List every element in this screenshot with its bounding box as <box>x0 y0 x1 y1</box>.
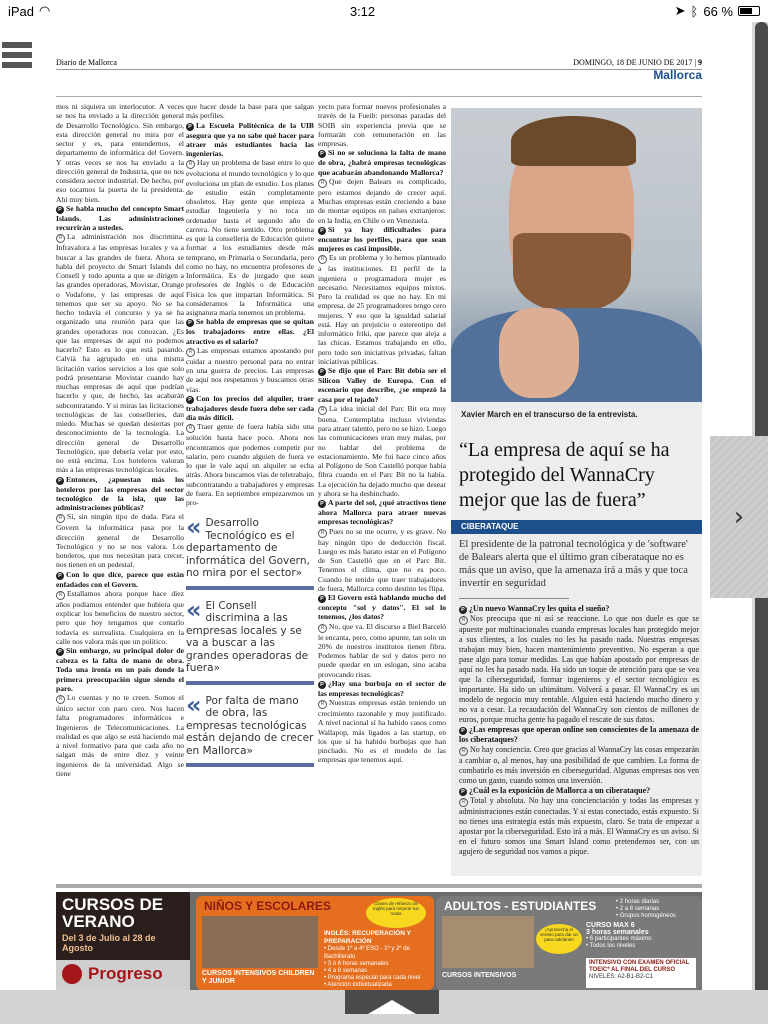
article-column-3 <box>318 102 446 880</box>
location-icon: ➤ <box>674 3 686 18</box>
battery-percent: 66 % <box>703 3 733 19</box>
interview-question: P La Escuela Politécnica de la UIB asegura que ya no sabe qué hacer para atraer más estudiantes hacia las ingenierías. <box>186 121 314 159</box>
interview-question: P Sin embargo, su principal dolor de cabeza es la falta de mano de obra. Toda una ironía en un país donde la primera preocupación sigue siendo el paro. <box>56 646 184 693</box>
interview-question: P Se dijo que el Parc Bit debía ser el Silicon Valley de Europa. Con el escenario que describe, ¿se empezó la casa por el tejado? <box>318 366 446 404</box>
chevron-up-icon <box>368 1000 416 1014</box>
interview-question: P ¿Un nuevo WannaCry les quita el sueño? <box>459 604 699 614</box>
interview-answer: R Lo cuentas y no te creen. Somos el único sector con paro cero. Nos hacen falta programadores informáticos e Ingenieros de Telecomunicaciones. La realidad es que algo se está haciendo mal a nivel formativo para que cada año no salgan más de entre diez y veinte ingenieros de la universidad. Algo se tiene <box>56 693 184 778</box>
divider <box>459 598 569 599</box>
interview-answer: R Pues no se me ocurre, y es grave. No hay ningún tipo de deducción fiscal. Luego es más barato estar en el Polígono de Son Castelló que en el Parc Bit. Tenemos el clima, que no es poco. Cuando he tenido que traer trabajadores de fuera, Mallorca como destino les flipa. <box>318 527 446 594</box>
kicker-label: CIBERATAQUE <box>451 520 702 534</box>
chevron-right-icon: › <box>733 502 745 532</box>
wifi-icon: ◠ <box>39 3 51 18</box>
menu-button[interactable] <box>2 42 32 72</box>
divider <box>56 96 702 97</box>
ad-bullet: • Programa especial para cada nivel <box>324 975 421 982</box>
article-column-2 <box>186 102 314 880</box>
pull-quote: « Desarrollo Tecnológico es el departamento de informática del Govern, no mira por el sector» <box>186 517 314 590</box>
interview-question: P Se habla mucho del concepto Smart Islands. Las administraciones recurrirán a ustedes. <box>56 204 184 233</box>
ad-title: CURSOS DE VERANO <box>62 895 164 931</box>
interview-answer: que hacer desde la base para que salgan más perfiles. <box>186 102 314 121</box>
interview-question: P Si no se soluciona la falta de mano de obra, ¿habrá empresas tecnológicas que acabarán abandonando Mallorca? <box>318 148 446 177</box>
clock: 3:12 <box>349 3 376 19</box>
show-toolbar-button[interactable] <box>345 990 439 1014</box>
interview-answer: R No hay conciencia. Creo que gracias al WannaCry las cosas empezarán a cambiar o, al menos, hay una posibilidad de que cambien. La forma de combatirlo es más inversión en ciberseguridad. Algunas empresas nos ven como un gasto, cuando somos una inversión. <box>459 745 699 786</box>
pull-quote: « Por falta de mano de obra, las empresas tecnológicas están dejando de crecer en Mallorca» <box>186 695 314 768</box>
bluetooth-icon: ᛒ <box>690 3 699 19</box>
sidebar-body <box>459 604 699 857</box>
interview-answer: mos ni siquiera un interlocutor. A veces se nos ha enviado a la dirección general de Desarrollo Tecnológico. Sin embargo, esta dirección general no mira por el sector y es, para entendernos, el departamento de informática del Govern. Y otras veces se nos ha enviado a la dirección general de Industria, que no nos considera sector industrial. De hecho, por eso tocamos la puerta de la presidenta. Ahí muy bien. <box>56 102 184 204</box>
interview-question: P Con lo que dice, parece que están enfadados con el Govern. <box>56 570 184 589</box>
ad-bullet: • Grupos homogéneos <box>616 913 676 919</box>
device-label: iPad <box>8 3 35 19</box>
status-bar <box>0 0 768 22</box>
ad-bullet: • 2 a 8 semanas <box>616 906 660 912</box>
ad-adults-panel: ADULTOS - ESTUDIANTES • 2 horas diarias • 2 a 8 semanas • Grupos homogéneos CURSO MAX 6 3 horas semanales • 6 participantes máximo • Todos los niveles ¡Aprovecha el verano para dar un paso adelante! INTENSIVO CON EXAMEN OFICIAL TOEIC* AL FINAL DEL CURSO NIVELES: A2-B1-B2-C1 CURSOS INTENSIVOS <box>436 896 702 990</box>
battery-icon <box>738 6 760 16</box>
interview-question: P Se habla de empresas que se quitan los trabajadores entre ellas. ¿El atractivo es el salario? <box>186 317 314 346</box>
advertisement[interactable] <box>56 892 702 990</box>
interview-answer: R Traer gente de fuera había sido una solución hasta hace poco. Ahora nos encontramos que podemos competir por salario, pero cuando alguien de fuera ve lo que le vale aquí un alquiler se echa atrás. Ahora buscamos vías de teletrabajo, subcontratando a trabajadores y empresas de fuera. En septiembre empezaremos un pro- <box>186 422 314 507</box>
quote-mark-icon: « <box>186 513 202 542</box>
interview-answer: R Total y absoluta. No hay una concienciación y todas las empresas y administraciones están conectadas. Y si estas conectado, estás expuesto. Si no tienes una estrategia estás más expuesto, claro. Se trata de empezar a apostar por la ciberseguridad. Esto irá a más. El WannaCry es un aviso. Si en el futuro somos una Smart Island como pretendemos ser, con un agujero de seguridad nos vamos a pique. <box>459 796 699 857</box>
issue-date: DOMINGO, 18 DE JUNIO DE 2017 <box>573 58 693 67</box>
interview-sidebar <box>451 402 702 876</box>
interview-answer: R La administración nos discrimina. Infravalora a las empresas locales y va a buscar a las grandes de fuera. Ahora se habla del proyecto de Smart Islands del Consell y todo apunta a que se dirigen a las grandes operadoras, Movistar, Orange o Vodafone, y las empresas de aquí tenemos que ser su apoyo. No se ha hecho todavía el concurso y ya se ha organizado una reunión para que las grandes operadoras nos conozcan. ¿Es que las empresas de aquí no podemos hacerlo? Esto es lo que está pasando. Calvià ha agrupado en una misma licitación varios servicios a los que solo podrá presentarse Movistar cuando hay muchas empresas de aquí que podrían hacerlo y que, de hecho, las acabarán subcontratando. Y si miras las licitaciones tecnológicas de las conselleries, dan miedo. Muchas se quedan desiertas por desconocimiento de la tecnología. La dirección general de Desarrollo Tecnológico, que debería velar por esto, no está encima. Los hoteleros valoran más a las empresas tecnológicas locales. <box>56 232 184 474</box>
divider <box>56 884 702 888</box>
ad-bullet: • 6 participantes máximo <box>586 936 652 942</box>
pull-quote: « El Consell discrimina a las empresas locales y se va a buscar a las grandes operadoras de fuera» <box>186 600 314 685</box>
ad-kids-panel: NIÑOS Y ESCOLARES Clases de refuerzo de inglés para mejorar tus notas INGLÉS: RECUPERACIÓN Y PREPARACIÓN • Desde 1º a 4º ESO - 1º y 2º de Bachillerato • 3 ó 6 horas semanales • 4 a 8 semanas • Programa especial para cada nivel • Atención individualizada CURSOS INTENSIVOS CHILDREN Y JUNIOR <box>196 896 434 990</box>
interview-question: P Entonces, ¿apuestan más los hoteleros por las empresas del sector tecnológico de la isla, que las administraciones públicas? <box>56 475 184 513</box>
ad-levels: NIVELES: A2-B1-B2-C1 <box>589 974 654 980</box>
article-column-1 <box>56 102 184 880</box>
students-photo <box>442 916 534 968</box>
ad-bullet: • 2 horas diarias <box>616 899 660 905</box>
ad-bullet: • Atención individualizada <box>324 982 392 989</box>
interview-question: P Con los precios del alquiler, traer trabajadores desde fuera debe ser cada día más difícil. <box>186 394 314 423</box>
interview-question: P ¿Las empresas que operan online son conscientes de la amenaza de los ciberataques? <box>459 725 699 745</box>
ad-bullet: • Desde 1º a 4º ESO - 1º y 2º de Bachillerato <box>324 946 410 960</box>
ad-bullet: • Todos los niveles <box>586 943 636 949</box>
globe-icon <box>62 964 82 984</box>
kids-photo <box>202 916 318 968</box>
ad-dates: Del 3 de Julio al 28 de Agosto <box>62 933 156 953</box>
interview-answer: R Las empresas estamos apostando por cuidar a nuestro personal para no entrar en una guerra de precios. Las empresas de aquí nos respetamos y buscamos otras vías. <box>186 346 314 394</box>
interview-answer: R Estallamos ahora porque hace diez años podíamos entender que hubiera que explicar los beneficios de nuestro sector, pero que hoy tengamos que contarlo todavía es surrealista. Cualquiera en la calle nos valora más que un político. <box>56 589 184 646</box>
interview-answer: R Sí, sin ningún tipo de duda. Para el Govern la informática pasa por la dirección general de Desarrollo Tecnológico y no se nos valora. Los hoteleros, que nos necesitan para crecer, nos tienen en un pedestal. <box>56 512 184 569</box>
interview-question: P Si ya hay dificultades para encontrar los perfiles, para que sean mujeres es casi imposible. <box>318 225 446 254</box>
interview-question: P El Govern está hablando mucho del concepto "sol y datos". El sol lo tenemos, ¿los datos? <box>318 593 446 622</box>
interview-answer: R Hay un problema de base entre lo que evoluciona el mundo tecnológico y lo que evoluciona un plan de estudio. Los planes de estudio están completamente obsoletos. Hay gente que empieza a estudiar Ingeniería y no toca un ordenador hasta el segundo año de carrera. No tiene sentido. Otro problema es que la conselleria de Educación quiere formar a los estudiantes desde más temprano, en Primaria o Secundaria, pero como no hay, no encuentra profesores de Informática. Es de juzgado que sean profesores de Inglés o de Educación Física los que impartan Informática. Si consideramos la Informática una asignatura maría tenemos un problema. <box>186 158 314 317</box>
interview-answer: R Nuestras empresas están teniendo un crecimiento razonable y muy justificado. A nivel nacional sí ha habido casos como Wallapop, más ligados a las startup, en los que sí ha habido burbujas que han pinchado. No es el modelo de las empresas que tenemos aquí. <box>318 698 446 765</box>
quote-mark-icon: « <box>186 690 202 719</box>
paper-name: Diario de Mallorca <box>56 58 117 67</box>
portrait-photo <box>451 108 702 402</box>
interview-answer: yecto para formar nuevos profesionales a través de la Fueib: personas paradas del SOIB sin experiencia previa que se formarán con remuneración en las empresas. <box>318 102 446 148</box>
interview-question: P ¿Cuál es la exposición de Mallorca a un ciberataque? <box>459 786 699 796</box>
interview-answer: R Que dejen Balears es complicado, pero estamos dejando de crecer aquí. Muchas empresas están creciendo a base de montar equipos en países extranjeros: en la India, en Chile o en Venezuela. <box>318 177 446 225</box>
page-number: 9 <box>698 58 702 67</box>
ad-bullet: • 3 ó 6 horas semanales <box>324 960 389 967</box>
interview-answer: R Es un problema y lo hemos planteado a las instituciones. El perfil de la ingeniera o programadora mujer es necesario. Necesitamos equipos mixtos. Pero la realidad es que no hay. En mi empresa, de 25 programadores tengo cero mujeres. Y eso que la igualdad salarial está. Hay un prejuicio o estereotipo del informático friki, que parece que aleja a las chicas. Estamos trabajando en ello, pero todo son iniciativas privadas, faltan iniciativas públicas. <box>318 253 446 366</box>
menu-icon <box>2 42 32 48</box>
photo-caption: Xavier March en el transcurso de la entrevista. <box>461 410 638 419</box>
interview-answer: R No, que va. El discurso a Biel Barceló le encanta, pero, como apunte, tan solo un 20% de nuestros institutos tienen fibra. Podemos hablar de sol y datos pero no puede quedar en un eslogan, sino acaba provocando risas. <box>318 622 446 679</box>
masthead: Diario de Mallorca DOMINGO, 18 DE JUNIO DE 2017 | 9 <box>56 52 702 70</box>
newspaper-page <box>0 22 752 990</box>
interview-question: P A parte del sol, ¿qué atractivos tiene ahora Mallorca para atraer nuevas empresas tecnológicas? <box>318 498 446 527</box>
interview-answer: R La idea inicial del Parc Bit era muy buena. Contemplaba incluso viviendas para atraer talento, pero no se hizo. Luego las comunicaciones eran muy malas, por no hablar del problema de estacionamiento. Me fui hace cinco años al Polígono de Son Castelló porque había fibra cuando en el Parc Bit no la había. La ejecución ha dejado mucho que desear y ahora se ha deshinchado. <box>318 404 446 498</box>
next-page-button[interactable] <box>710 436 768 598</box>
deck-text: El presidente de la patronal tecnológica y de 'software' de Balears alerta que el último gran ciberataque no es más que un aviso, que la amenaza irá a más y que toca invertir en seguridad <box>459 539 688 589</box>
ad-bullet: • 4 a 8 semanas <box>324 968 368 975</box>
ad-brand: Progreso <box>56 960 190 990</box>
interview-answer: R Nos preocupa que ni así se reaccione. Lo que nos duele es que se apueste por multinacionales cuando empresas locales han protegido mejor a sus clientes, a los cuales no les ha pasado nada. Nuestras empresas trabajan muy bien, hacen mantenimiento preventivo. No esperan a que pase algo para tomar medidas. Las que habían apostado por empresas de aquí no les ha pasado nada. Ha sido un toque de atención para que se vea que la ciberseguridad, formar ingenieros y el sector tecnológico es importante. Ha sido un ultimátum. Volverá a pasar. El WannaCry es un modelo de negocio muy rentable. Alguien está haciendo mucho dinero y no va a cesar. La recaudación del WannaCry son cientos de millones de euros, porque mucha gente ha pagado el rescate de sus datos. <box>459 614 699 725</box>
quote-mark-icon: « <box>186 595 202 624</box>
headline: “La empresa de aquí se ha protegido del WannaCry mejor que las de fuera” <box>459 439 670 511</box>
interview-question: P ¿Hay una burbuja en el sector de las empresas tecnológicas? <box>318 679 446 698</box>
section-name: Mallorca <box>653 68 702 82</box>
